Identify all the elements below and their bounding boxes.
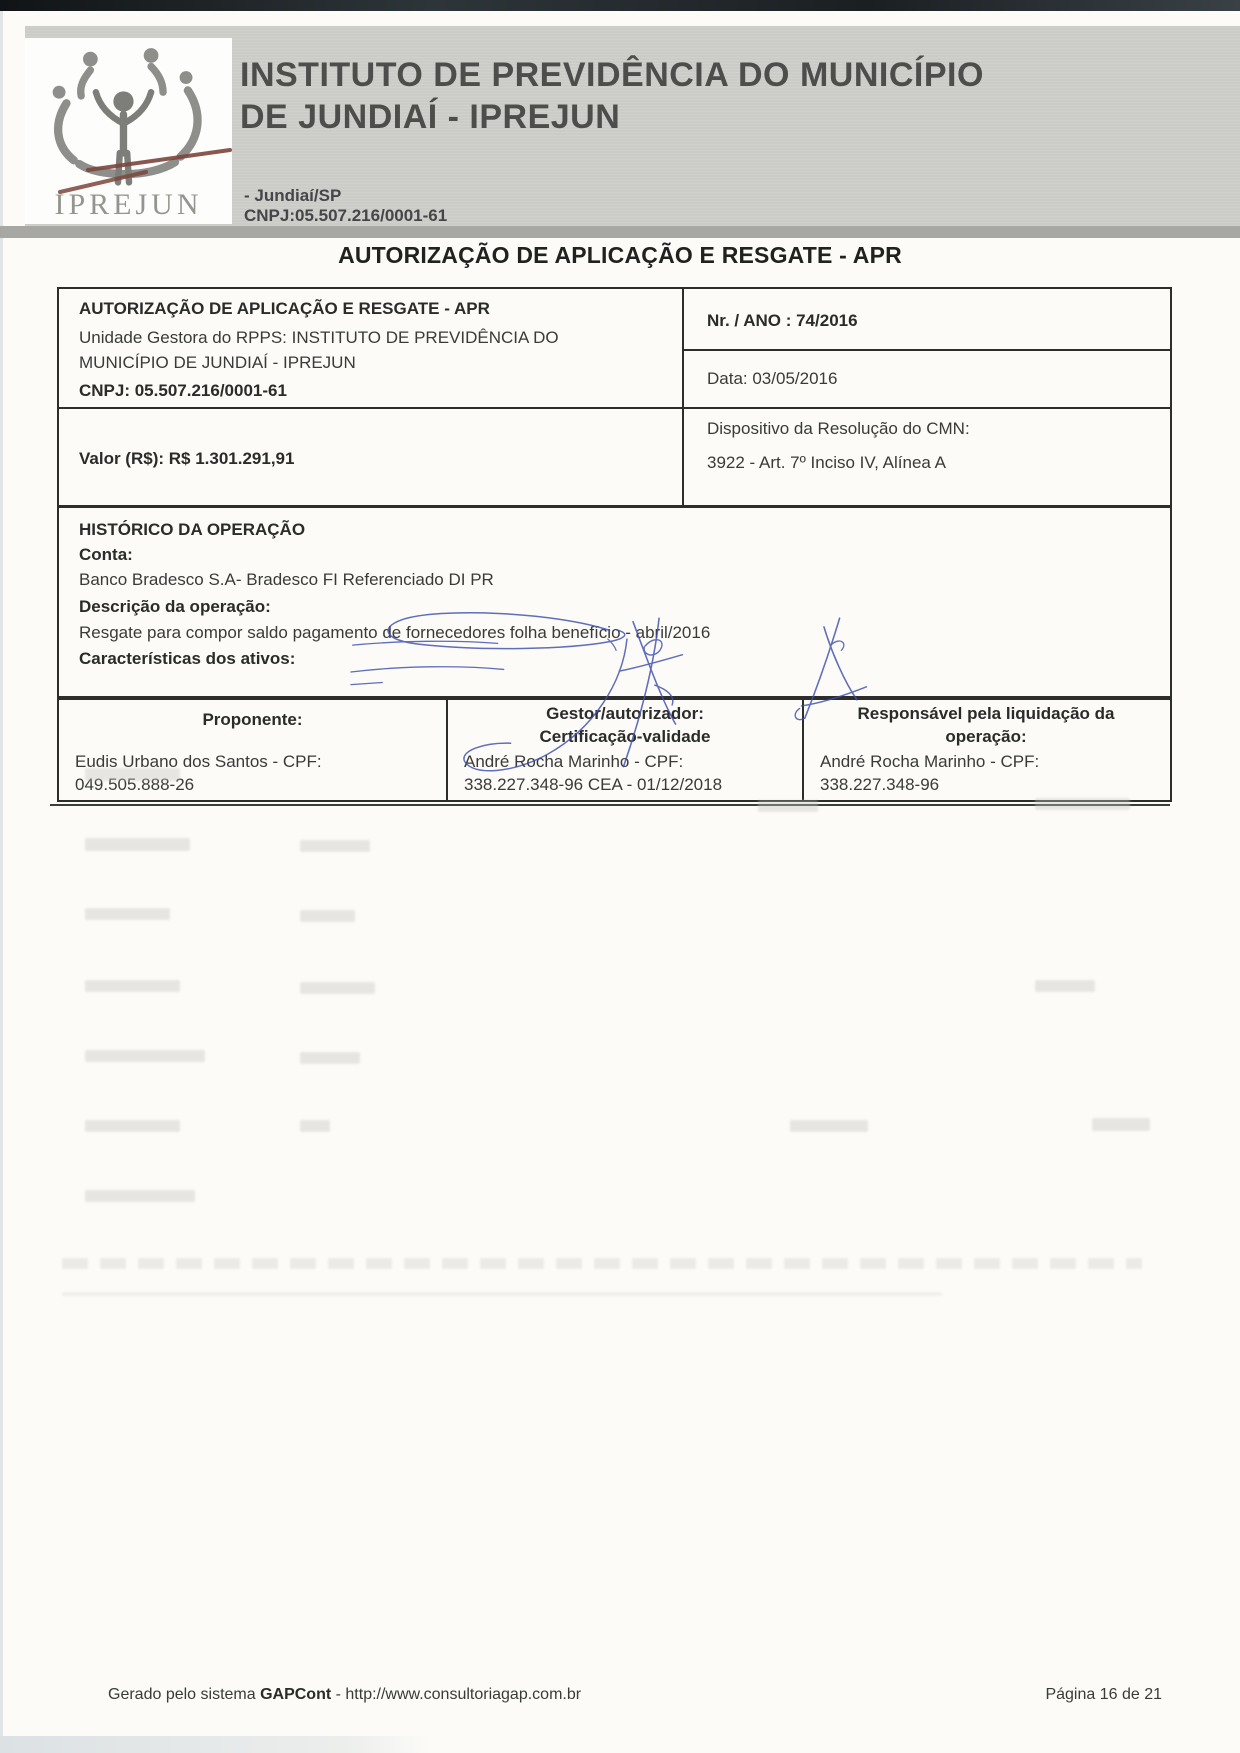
unidade-gestora-line2: MUNICÍPIO DE JUNDIAÍ - IPREJUN: [79, 353, 356, 372]
liquidacao-cpf: 338.227.348-96: [820, 775, 940, 794]
liquidacao-name: André Rocha Marinho - CPF:: [820, 752, 1040, 771]
gestor-role-line2: Certificação-validade: [539, 727, 711, 746]
proponente-role: Proponente:: [202, 710, 303, 729]
descricao-label: Descrição da operação:: [79, 597, 271, 616]
bleed-through-artifact: [758, 800, 818, 812]
org-name-line2: DE JUNDIAÍ - IPREJUN: [240, 98, 621, 136]
document-title: AUTORIZAÇÃO DE APLICAÇÃO E RESGATE - APR: [338, 242, 902, 268]
gestor-name: André Rocha Marinho - CPF:: [464, 752, 684, 771]
bleed-through-artifact: [85, 1120, 180, 1132]
bleed-through-artifact: [300, 1052, 360, 1064]
info-table: [57, 287, 1172, 507]
bleed-through-artifact: [62, 1292, 942, 1296]
org-name-line1: INSTITUTO DE PREVIDÊNCIA DO MUNICÍPIO: [240, 56, 984, 94]
bleed-through-artifact: [300, 840, 370, 852]
signatures-table: [57, 698, 1172, 802]
proponente-cpf: 049.505.888-26: [75, 775, 195, 794]
bleed-through-artifact: [300, 982, 375, 994]
nr-ano-field: Nr. / ANO : 74/2016: [707, 311, 858, 330]
valor-field: Valor (R$): R$ 1.301.291,91: [79, 449, 295, 468]
table-divider: [50, 804, 1170, 806]
bleed-through-artifact: [300, 910, 355, 922]
apr-title: AUTORIZAÇÃO DE APLICAÇÃO E RESGATE - APR: [79, 299, 490, 318]
bleed-through-artifact: [85, 1050, 205, 1062]
bleed-through-artifact: [85, 838, 190, 851]
logo-text: IPREJUN: [54, 188, 203, 221]
bleed-through-artifact: [85, 1190, 195, 1202]
dispositivo-label: Dispositivo da Resolução do CMN:: [707, 419, 970, 438]
liquidacao-role-line1: Responsável pela liquidação da: [857, 704, 1115, 723]
historico-title: HISTÓRICO DA OPERAÇÃO: [79, 520, 306, 539]
bleed-through-artifact: [62, 1258, 1142, 1269]
dispositivo-value: 3922 - Art. 7º Inciso IV, Alínea A: [707, 453, 947, 472]
bleed-through-artifact: [1092, 1118, 1150, 1131]
table-divider: [59, 407, 1170, 409]
bleed-through-artifact: [85, 908, 170, 920]
conta-value: Banco Bradesco S.A- Bradesco FI Referenciado DI PR: [79, 570, 494, 589]
descricao-value: Resgate para compor saldo pagamento de fornecedores folha benefício - abril/2016: [79, 623, 711, 642]
footer-generated-suffix: - http://www.consultoriagap.com.br: [331, 1686, 582, 1703]
bleed-through-artifact: [85, 768, 180, 781]
conta-label: Conta:: [79, 545, 133, 564]
cnpj-field: CNPJ: 05.507.216/0001-61: [79, 381, 287, 400]
bleed-through-artifact: [300, 1120, 330, 1132]
table-divider: [682, 289, 684, 505]
caracteristicas-label: Características dos ativos:: [79, 649, 296, 668]
liquidacao-role-line2: operação:: [945, 727, 1027, 746]
gestor-role-line1: Gestor/autorizador:: [546, 704, 704, 723]
bleed-through-artifact: [85, 980, 180, 992]
footer-generated-by: [108, 1686, 581, 1704]
table-divider: [684, 349, 1170, 351]
footer-generated-prefix: Gerado pelo sistema: [108, 1686, 261, 1703]
proponente-name: Eudis Urbano dos Santos - CPF:: [75, 752, 322, 771]
scan-edge-left-artifact: [0, 11, 3, 1753]
bleed-through-artifact: [1035, 798, 1130, 810]
unidade-gestora-line1: Unidade Gestora do RPPS: INSTITUTO DE PREVIDÊNCIA DO: [79, 328, 559, 347]
header-banner-strip: [0, 226, 1240, 238]
scan-edge-top-artifact: [0, 0, 1240, 11]
bleed-through-artifact: [790, 1120, 868, 1132]
historico-table: [57, 506, 1172, 698]
footer-page-number: Página 16 de 21: [1045, 1686, 1162, 1703]
scan-edge-bottom-artifact: [0, 1736, 430, 1753]
data-field: Data: 03/05/2016: [707, 369, 838, 388]
org-cnpj: CNPJ:05.507.216/0001-61: [244, 206, 448, 225]
footer-system-name: GAPCont: [260, 1686, 332, 1703]
pen-scratch-artifact: [40, 140, 260, 210]
bleed-through-artifact: [1035, 980, 1095, 992]
gestor-cpf-cert: 338.227.348-96 CEA - 01/12/2018: [464, 775, 723, 794]
org-city: - Jundiaí/SP: [244, 186, 342, 205]
